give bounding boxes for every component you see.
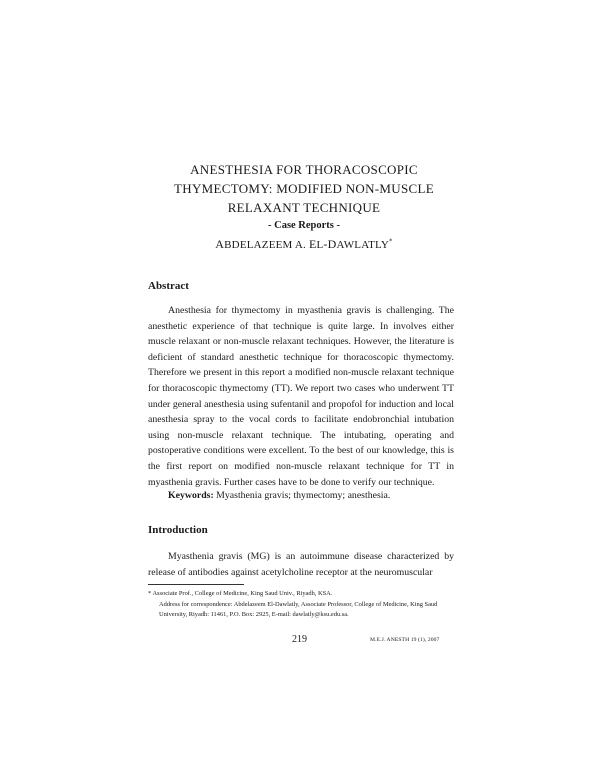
page-number: 219 bbox=[292, 634, 307, 645]
author-initial: E bbox=[308, 237, 317, 251]
abstract-heading: Abstract bbox=[148, 280, 189, 292]
paper-title bbox=[148, 160, 460, 217]
keywords-text: Myasthenia gravis; thymectomy; anesthesia. bbox=[213, 490, 391, 501]
abstract-paragraph: Anesthesia for thymectomy in myasthenia gravis is challenging. The anesthetic experience of that technique is quite large. In involves either muscle relaxant or non-muscle relaxant techniques. However, the literature is deficient of standard anesthetic technique for thoracoscopic thymectomy. Therefore we present in this report a modified non-muscle relaxant technique for thoracoscopic thymectomy (TT). We report two cases who underwent TT under general anesthesia using sufentanil and propofol for induction and local anesthesia spray to the vocal cords to facilitate endobronchial intubation using non-muscle relaxant technique. The intubating, operating and postoperative conditions were excellent. To the best of our knowledge, this is the first report on modified non-muscle relaxant technique for TT in myasthenia gravis. Further cases have to be done to verify our technique. bbox=[148, 305, 454, 488]
author-initial: -D bbox=[323, 237, 337, 251]
article-type: - Case Reports - bbox=[267, 220, 341, 231]
author-name-part: L bbox=[316, 239, 324, 251]
title-line: ANESTHESIA FOR THORACOSCOPIC bbox=[190, 162, 418, 177]
footnote-divider bbox=[148, 584, 244, 585]
journal-reference: M.E.J. ANESTH 19 (1), 2007 bbox=[370, 637, 440, 643]
introduction-paragraph: Myasthenia gravis (MG) is an autoimmune disease characterized by release of antibodies against acetylcholine receptor at the neuromuscular bbox=[148, 551, 454, 578]
keywords-label: Keywords: bbox=[168, 490, 214, 501]
footnote-affiliation: * Associate Prof., College of Medicine, King Saud Univ., Riyadh, KSA. bbox=[148, 590, 333, 597]
author-name-part: AWLATLY bbox=[336, 239, 390, 251]
title-line: RELAXANT TECHNIQUE bbox=[227, 200, 381, 215]
title-line: THYMECTOMY: MODIFIED NON-MUSCLE bbox=[174, 181, 434, 196]
keywords-line bbox=[168, 490, 390, 501]
author-footnote-marker: * bbox=[389, 237, 393, 246]
author-line bbox=[148, 237, 460, 252]
footnotes bbox=[148, 589, 454, 621]
footnote-correspondence: Address for correspondence: Abdelazeem El-Dawlatly, Associate Professor, College of Medicine, King Saud University, Riyadh: 11461, P.O. Box: 2925, E-mail: dawlatly@ksu.edu.sa. bbox=[159, 600, 438, 619]
author-name-part: BDELAZEEM bbox=[224, 239, 293, 251]
introduction-heading: Introduction bbox=[148, 524, 208, 536]
introduction-body bbox=[148, 549, 454, 581]
abstract-body bbox=[148, 303, 454, 490]
author-initial: A bbox=[215, 237, 225, 251]
author-middle-initial: A. bbox=[292, 239, 309, 251]
